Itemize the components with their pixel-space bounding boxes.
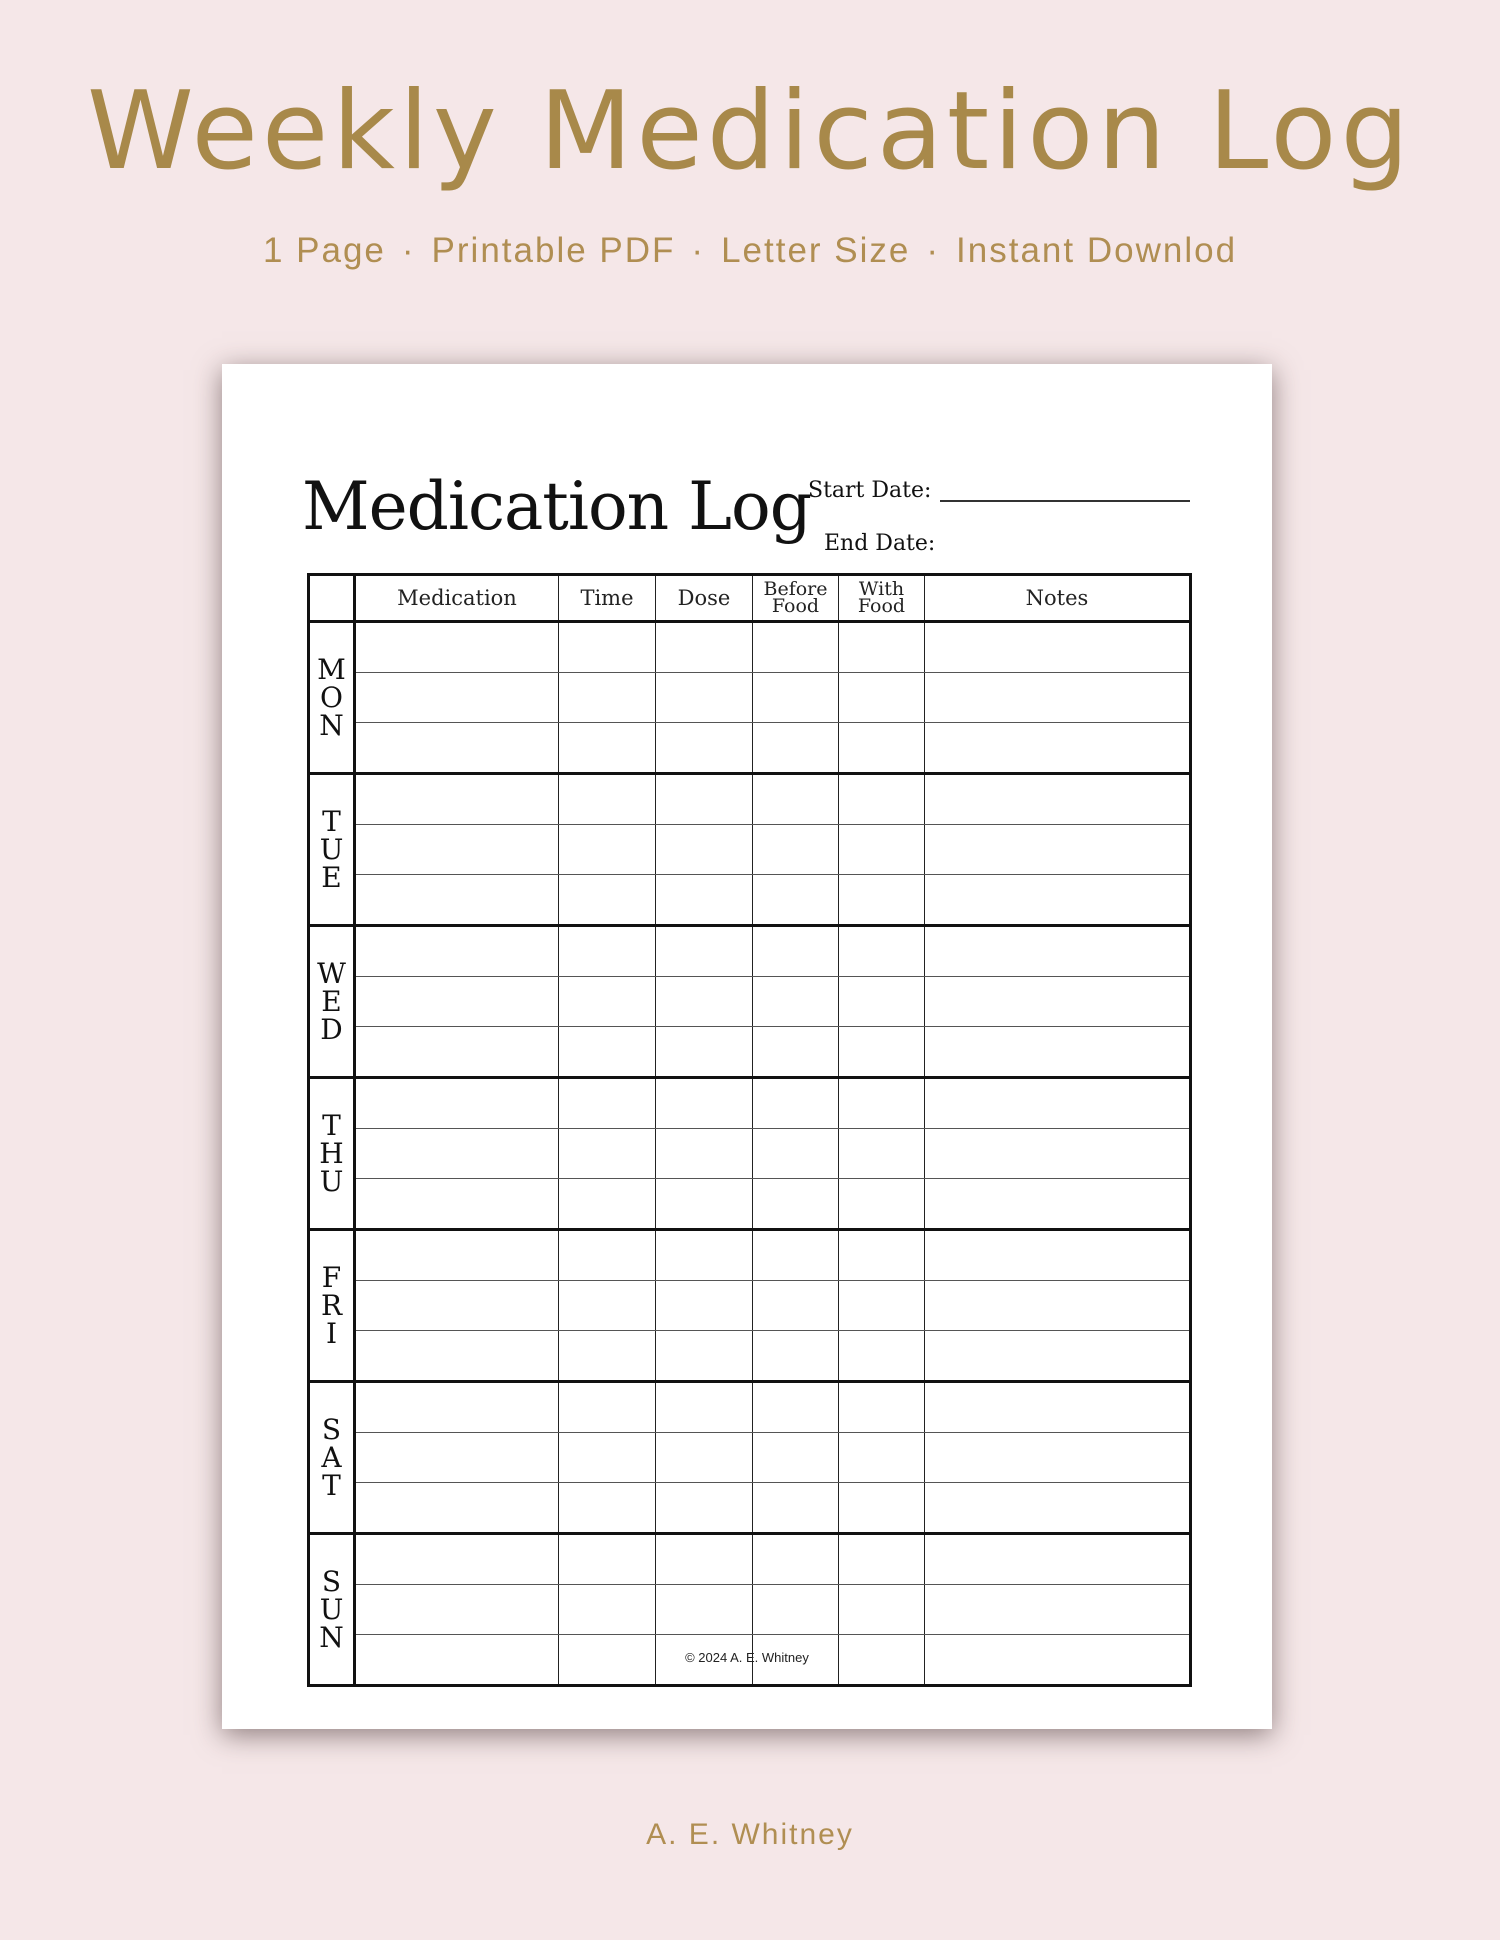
- time-cell: [559, 622, 656, 673]
- before-food-cell: [753, 977, 839, 1027]
- with-food-cell: [839, 1281, 925, 1331]
- with-food-cell: [839, 1585, 925, 1635]
- day-letter: T: [322, 1108, 341, 1142]
- day-label-wed: [309, 926, 355, 1078]
- before-food-cell: [753, 1230, 839, 1281]
- time-cell: [559, 1230, 656, 1281]
- dose-cell: [656, 1534, 753, 1585]
- with-food-cell: [839, 825, 925, 875]
- day-letters: [310, 1412, 353, 1502]
- day-letter: U: [319, 1164, 344, 1198]
- dose-cell: [656, 622, 753, 673]
- medication-cell: [355, 774, 559, 825]
- header-corner-cell: [309, 575, 355, 622]
- notes-cell: [925, 825, 1191, 875]
- notes-cell: [925, 1585, 1191, 1635]
- day-letter: T: [322, 1468, 341, 1502]
- subtitle-size: Letter Size: [721, 231, 911, 270]
- medication-cell: [355, 977, 559, 1027]
- notes-cell: [925, 673, 1191, 723]
- table-row: [309, 926, 1191, 977]
- dose-cell: [656, 1027, 753, 1078]
- table-row: [309, 1382, 1191, 1433]
- table-row: [309, 1281, 1191, 1331]
- before-food-cell: [753, 774, 839, 825]
- medication-cell: [355, 1331, 559, 1382]
- header-with-food: With Food: [839, 575, 925, 622]
- notes-cell: [925, 774, 1191, 825]
- before-food-cell: [753, 1585, 839, 1635]
- medication-cell: [355, 926, 559, 977]
- with-food-cell: [839, 1230, 925, 1281]
- day-label-sat: [309, 1382, 355, 1534]
- medication-cell: [355, 825, 559, 875]
- banner-subtitle: [0, 233, 1500, 268]
- dose-cell: [656, 1230, 753, 1281]
- notes-cell: [925, 977, 1191, 1027]
- medication-log-table: [307, 573, 1192, 1687]
- notes-cell: [925, 723, 1191, 774]
- time-cell: [559, 1027, 656, 1078]
- medication-cell: [355, 1382, 559, 1433]
- with-food-cell: [839, 1179, 925, 1230]
- dose-cell: [656, 774, 753, 825]
- dose-cell: [656, 723, 753, 774]
- notes-cell: [925, 1483, 1191, 1534]
- subtitle-separator: ·: [401, 231, 416, 270]
- table-row: [309, 1331, 1191, 1382]
- header-notes: Notes: [925, 575, 1191, 622]
- day-letter: R: [320, 1288, 343, 1322]
- day-letter: E: [321, 860, 342, 894]
- medication-cell: [355, 673, 559, 723]
- before-food-cell: [753, 1129, 839, 1179]
- dose-cell: [656, 825, 753, 875]
- header-time: Time: [559, 575, 656, 622]
- table-row: [309, 875, 1191, 926]
- before-food-cell: [753, 1281, 839, 1331]
- notes-cell: [925, 1230, 1191, 1281]
- dose-cell: [656, 977, 753, 1027]
- day-letter: M: [317, 652, 346, 686]
- sheet-title: Medication Log: [302, 468, 811, 545]
- time-cell: [559, 1534, 656, 1585]
- day-letter: O: [320, 680, 343, 714]
- before-food-cell: [753, 1331, 839, 1382]
- notes-cell: [925, 1382, 1191, 1433]
- before-food-cell: [753, 1179, 839, 1230]
- before-food-cell: [753, 1078, 839, 1129]
- time-cell: [559, 1483, 656, 1534]
- day-letter: H: [319, 1136, 344, 1170]
- table-header-row: [309, 575, 1191, 622]
- dose-cell: [656, 1078, 753, 1129]
- notes-cell: [925, 1129, 1191, 1179]
- header-before-food: Before Food: [753, 575, 839, 622]
- notes-cell: [925, 1027, 1191, 1078]
- time-cell: [559, 977, 656, 1027]
- medication-cell: [355, 1534, 559, 1585]
- day-letter: S: [321, 1412, 342, 1446]
- dose-cell: [656, 1129, 753, 1179]
- before-food-cell: [753, 1534, 839, 1585]
- table-row: [309, 622, 1191, 673]
- with-food-cell: [839, 875, 925, 926]
- with-food-cell: [839, 977, 925, 1027]
- day-letter: U: [319, 832, 344, 866]
- subtitle-separator: ·: [691, 231, 706, 270]
- with-food-cell: [839, 1534, 925, 1585]
- table-row: [309, 1534, 1191, 1585]
- subtitle-download: Instant Downlod: [956, 231, 1238, 270]
- banner-title: Weekly Medication Log: [87, 69, 1413, 194]
- day-letters: [310, 1260, 353, 1350]
- table-row: [309, 1027, 1191, 1078]
- table-row: [309, 1230, 1191, 1281]
- time-cell: [559, 1382, 656, 1433]
- table-row: [309, 1483, 1191, 1534]
- dose-cell: [656, 1179, 753, 1230]
- notes-cell: [925, 1433, 1191, 1483]
- table-row: [309, 673, 1191, 723]
- day-letter: D: [320, 1012, 343, 1046]
- table-row: [309, 977, 1191, 1027]
- day-letter: U: [319, 1592, 344, 1626]
- day-letters: [310, 1108, 353, 1198]
- before-food-cell: [753, 1027, 839, 1078]
- medication-cell: [355, 1433, 559, 1483]
- dose-cell: [656, 1433, 753, 1483]
- table-row: [309, 1585, 1191, 1635]
- before-food-cell: [753, 622, 839, 673]
- dose-cell: [656, 1382, 753, 1433]
- medication-cell: [355, 622, 559, 673]
- day-letter: E: [321, 984, 342, 1018]
- notes-cell: [925, 1331, 1191, 1382]
- day-letter: I: [325, 1316, 338, 1350]
- before-food-cell: [753, 1382, 839, 1433]
- time-cell: [559, 723, 656, 774]
- time-cell: [559, 1433, 656, 1483]
- time-cell: [559, 825, 656, 875]
- notes-cell: [925, 1534, 1191, 1585]
- start-date-line: [940, 500, 1190, 502]
- dose-cell: [656, 1331, 753, 1382]
- day-letters: [310, 956, 353, 1046]
- time-cell: [559, 875, 656, 926]
- subtitle-format: Printable PDF: [431, 231, 676, 270]
- time-cell: [559, 1078, 656, 1129]
- day-label-tue: [309, 774, 355, 926]
- with-food-cell: [839, 1483, 925, 1534]
- day-letter: T: [322, 804, 341, 838]
- dose-cell: [656, 1585, 753, 1635]
- with-food-cell: [839, 1129, 925, 1179]
- day-letters: [310, 1564, 353, 1654]
- with-food-cell: [839, 622, 925, 673]
- medication-cell: [355, 1230, 559, 1281]
- with-food-cell: [839, 673, 925, 723]
- dose-cell: [656, 926, 753, 977]
- notes-cell: [925, 1281, 1191, 1331]
- before-food-cell: [753, 825, 839, 875]
- table-row: [309, 723, 1191, 774]
- before-food-cell: [753, 1483, 839, 1534]
- medication-cell: [355, 875, 559, 926]
- with-food-cell: [839, 1027, 925, 1078]
- day-letter: A: [321, 1440, 342, 1474]
- subtitle-separator: ·: [926, 231, 941, 270]
- with-food-cell: [839, 926, 925, 977]
- before-food-cell: [753, 673, 839, 723]
- time-cell: [559, 1129, 656, 1179]
- subtitle-pages: 1 Page: [262, 231, 386, 270]
- medication-cell: [355, 1027, 559, 1078]
- author-name: A. E. Whitney: [646, 1818, 854, 1851]
- day-letter: W: [317, 956, 346, 990]
- with-food-cell: [839, 1078, 925, 1129]
- start-date-label: Start Date:: [808, 478, 932, 503]
- day-label-mon: [309, 622, 355, 774]
- table-row: [309, 1433, 1191, 1483]
- table-row: [309, 774, 1191, 825]
- header-dose: Dose: [656, 575, 753, 622]
- with-food-cell: [839, 723, 925, 774]
- medication-cell: [355, 1281, 559, 1331]
- notes-cell: [925, 875, 1191, 926]
- before-food-cell: [753, 723, 839, 774]
- medication-cell: [355, 723, 559, 774]
- day-letter: F: [321, 1260, 342, 1294]
- table-body: [309, 622, 1191, 1686]
- before-food-cell: [753, 1433, 839, 1483]
- day-label-fri: [309, 1230, 355, 1382]
- table-row: [309, 1179, 1191, 1230]
- day-letters: [310, 804, 353, 894]
- day-letter: N: [319, 1620, 344, 1654]
- copyright-notice: © 2024 A. E. Whitney: [685, 1650, 809, 1665]
- medication-cell: [355, 1129, 559, 1179]
- day-label-thu: [309, 1078, 355, 1230]
- time-cell: [559, 1179, 656, 1230]
- with-food-cell: [839, 1433, 925, 1483]
- with-food-cell: [839, 1382, 925, 1433]
- printable-sheet-preview: [222, 364, 1272, 1729]
- table-row: [309, 1078, 1191, 1129]
- medication-cell: [355, 1585, 559, 1635]
- time-cell: [559, 926, 656, 977]
- day-letter: S: [321, 1564, 342, 1598]
- time-cell: [559, 673, 656, 723]
- notes-cell: [925, 622, 1191, 673]
- before-food-cell: [753, 875, 839, 926]
- medication-cell: [355, 1078, 559, 1129]
- dose-cell: [656, 1281, 753, 1331]
- time-cell: [559, 1331, 656, 1382]
- day-letters: [310, 652, 353, 742]
- day-letter: N: [319, 708, 344, 742]
- table-row: [309, 1129, 1191, 1179]
- medication-cell: [355, 1179, 559, 1230]
- notes-cell: [925, 1179, 1191, 1230]
- time-cell: [559, 774, 656, 825]
- table-row: [309, 825, 1191, 875]
- dose-cell: [656, 875, 753, 926]
- dose-cell: [656, 673, 753, 723]
- end-date-label: End Date:: [824, 531, 936, 556]
- header-medication: Medication: [355, 575, 559, 622]
- with-food-cell: [839, 1331, 925, 1382]
- notes-cell: [925, 926, 1191, 977]
- medication-cell: [355, 1483, 559, 1534]
- time-cell: [559, 1281, 656, 1331]
- time-cell: [559, 1585, 656, 1635]
- with-food-cell: [839, 774, 925, 825]
- notes-cell: [925, 1078, 1191, 1129]
- dose-cell: [656, 1483, 753, 1534]
- before-food-cell: [753, 926, 839, 977]
